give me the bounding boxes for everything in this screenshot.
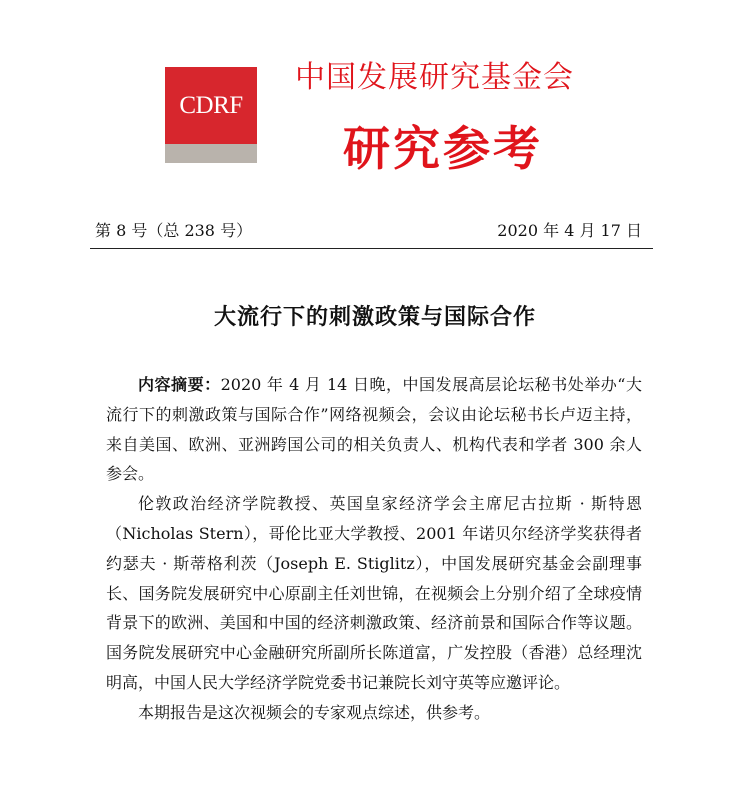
abstract (106, 370, 642, 728)
publication-date: 2020 年 4 月 17 日 (497, 221, 642, 240)
issue-number: 第 8 号（总 238 号） (95, 221, 253, 240)
header-divider (90, 248, 653, 249)
abstract-label: 内容摘要： (138, 375, 221, 394)
organization-name: 中国发展研究基金会 (295, 60, 574, 95)
abstract-paragraph-1 (106, 370, 642, 489)
abstract-paragraph-2: 伦敦政治经济学院教授、英国皇家经济学会主席尼古拉斯 · 斯特恩（Nicholas Stern），哥伦比亚大学教授、2001 年诺贝尔经济学奖获得者约瑟夫 · 斯蒂格利茨（Joseph E. Stiglitz），中国发展研究基金会副理事长、国务院发展研究中心原副主任刘世锦，在视频会上分别介绍了全球疫情背景下的欧洲、美国和中国的经济刺激政策、经济前景和国际合作等议题。国务院发展研究中心金融研究所副所长陈道富，广发控股（香港）总经理沈明高，中国人民大学经济学院党委书记兼院长刘守英等应邀评论。 (106, 494, 642, 692)
cdrf-logo-bar (165, 144, 257, 163)
publication-name: 研究参考 (343, 122, 543, 177)
abstract-paragraph-1-text: 2020 年 4 月 14 日晚，中国发展高层论坛秘书处举办“大流行下的刺激政策与国际合作”网络视频会，会议由论坛秘书长卢迈主持，来自美国、欧洲、亚洲跨国公司的相关负责人、机构代表和学者 300 余人参会。 (106, 375, 642, 484)
cdrf-logo (165, 67, 257, 163)
cdrf-logo-mark: CDRF (165, 67, 257, 144)
report-title: 大流行下的刺激政策与国际合作 (213, 305, 536, 330)
abstract-paragraph-3: 本期报告是这次视频会的专家观点综述，供参考。 (138, 702, 491, 722)
